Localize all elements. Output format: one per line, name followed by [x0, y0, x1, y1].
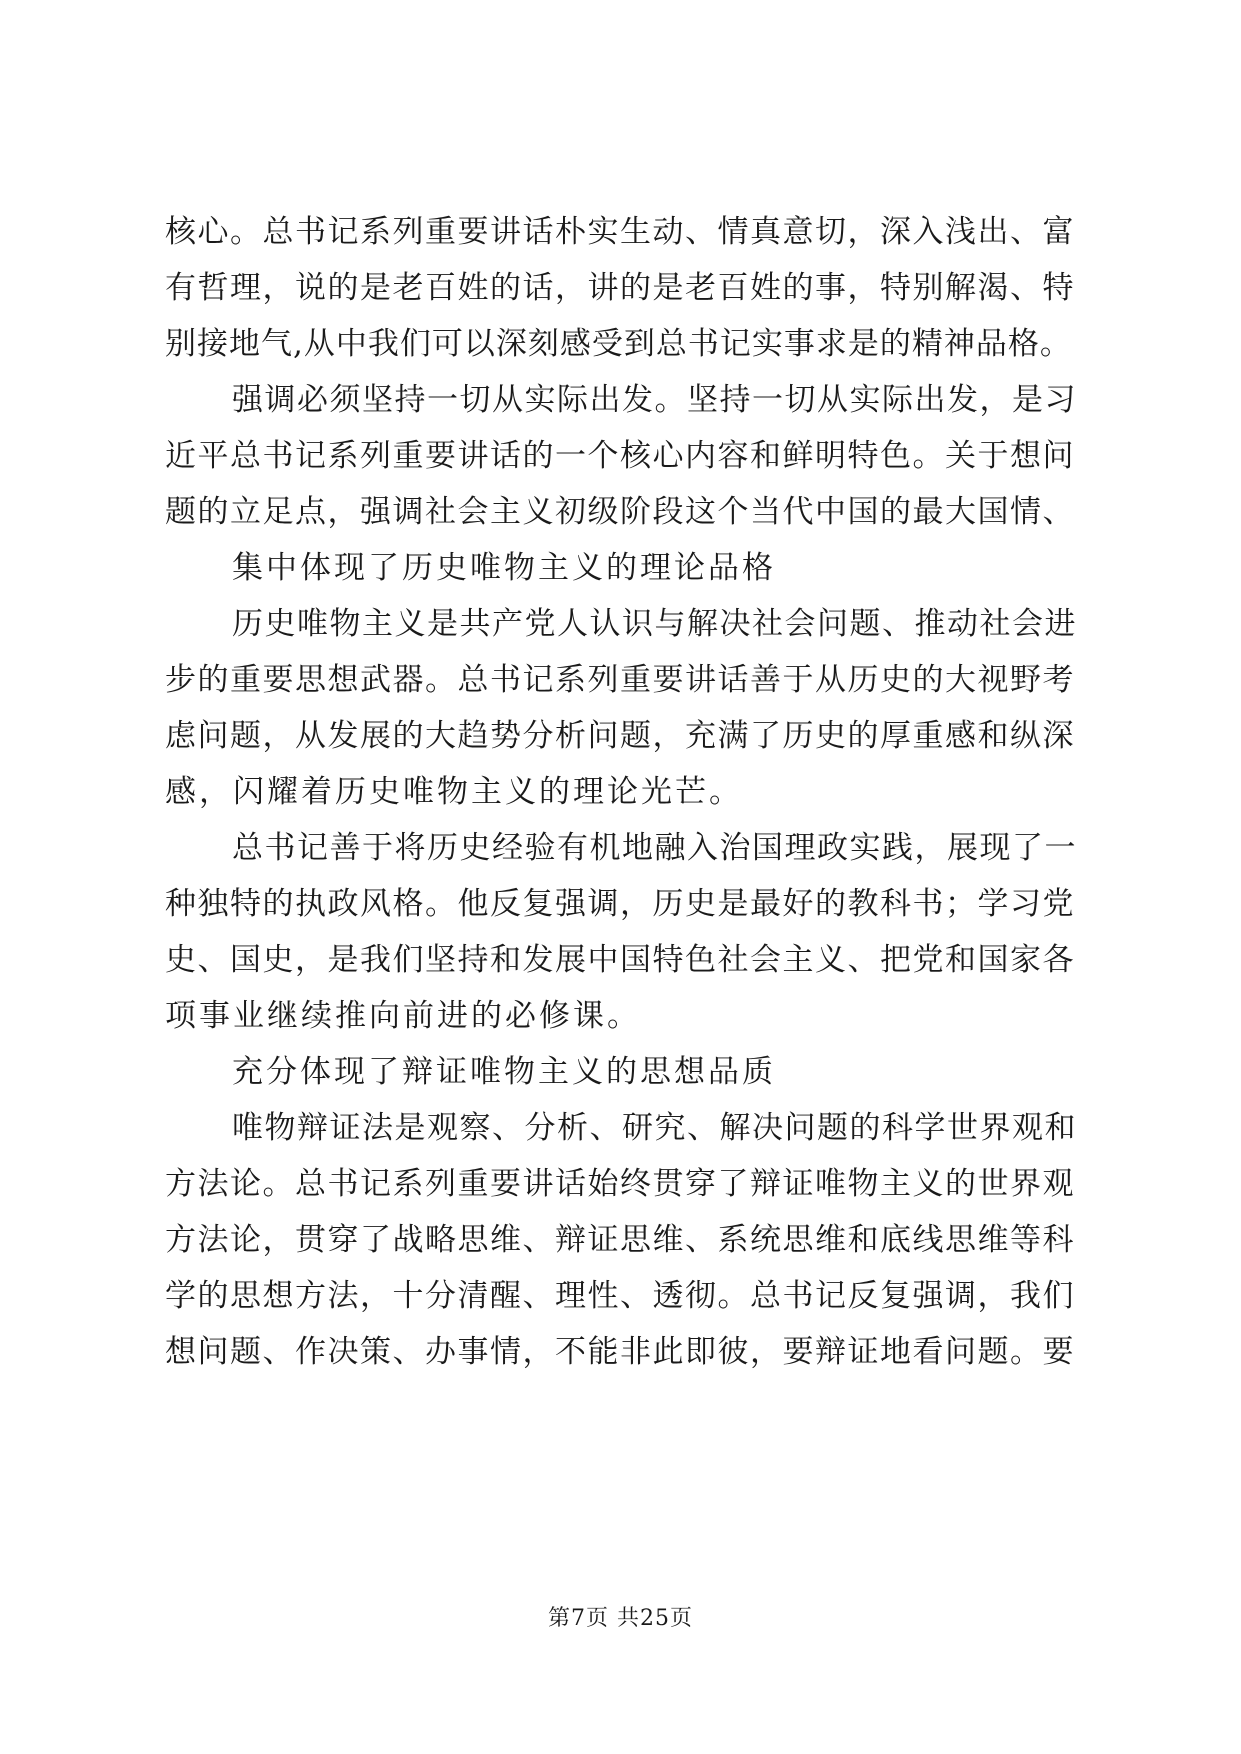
text-line: 想问题、作决策、办事情，不能非此即彼，要辩证地看问题。要 [165, 1334, 1075, 1370]
text-line: 有哲理，说的是老百姓的话，讲的是老百姓的事，特别解渴、特 [165, 270, 1075, 306]
text-line: 学的思想方法，十分清醒、理性、透彻。总书记反复强调，我们 [165, 1278, 1075, 1314]
text-line: 史、国史，是我们坚持和发展中国特色社会主义、把党和国家各 [165, 942, 1075, 978]
paragraph-start-line: 强调必须坚持一切从实际出发。坚持一切从实际出发，是习 [232, 382, 1077, 418]
paragraph-start-line: 总书记善于将历史经验有机地融入治国理政实践，展现了一 [232, 830, 1077, 866]
text-line: 方法论，贯穿了战略思维、辩证思维、系统思维和底线思维等科 [165, 1222, 1075, 1258]
text-line: 题的立足点，强调社会主义初级阶段这个当代中国的最大国情、 [165, 494, 1075, 530]
paragraph-start-line: 历史唯物主义是共产党人认识与解决社会问题、推动社会进 [232, 606, 1077, 642]
section-heading: 充分体现了辩证唯物主义的思想品质 [232, 1054, 776, 1090]
page-number-footer: 第7页 共25页 [548, 1606, 693, 1631]
text-line: 种独特的执政风格。他反复强调，历史是最好的教科书；学习党 [165, 886, 1075, 922]
text-line: 虑问题，从发展的大趋势分析问题，充满了历史的厚重感和纵深 [165, 718, 1075, 754]
paragraph-start-line: 唯物辩证法是观察、分析、研究、解决问题的科学世界观和 [232, 1110, 1077, 1146]
text-line: 核心。总书记系列重要讲话朴实生动、情真意切，深入浅出、富 [165, 214, 1075, 250]
section-heading: 集中体现了历史唯物主义的理论品格 [232, 550, 776, 586]
text-line: 近平总书记系列重要讲话的一个核心内容和鲜明特色。关于想问 [165, 438, 1075, 474]
text-line: 别接地气,从中我们可以深刻感受到总书记实事求是的精神品格。 [165, 326, 1072, 362]
text-line: 步的重要思想武器。总书记系列重要讲话善于从历史的大视野考 [165, 662, 1075, 698]
text-line: 方法论。总书记系列重要讲话始终贯穿了辩证唯物主义的世界观 [165, 1166, 1075, 1202]
text-line: 感，闪耀着历史唯物主义的理论光芒。 [165, 774, 743, 810]
text-line: 项事业继续推向前进的必修课。 [165, 998, 641, 1034]
